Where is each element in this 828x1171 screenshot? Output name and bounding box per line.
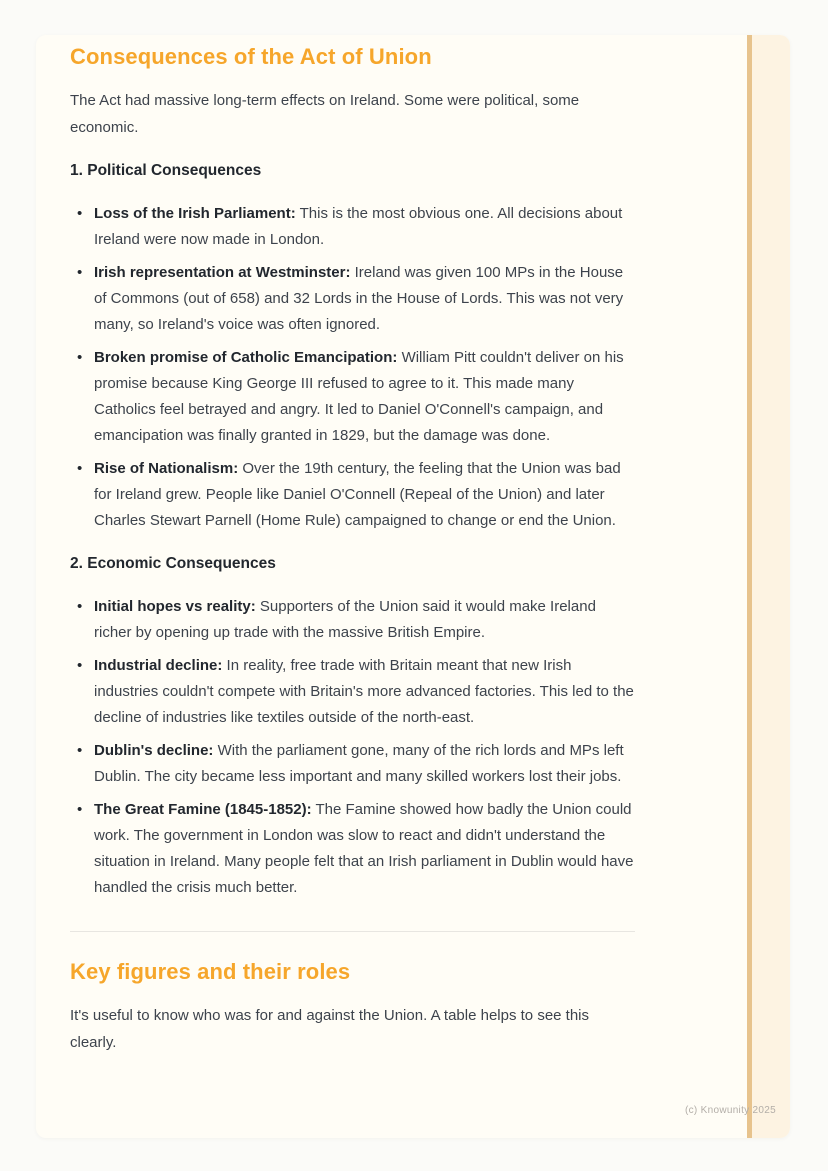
list-item bbox=[70, 738, 635, 790]
bullet-lead: Loss of the Irish Parliament: bbox=[94, 205, 296, 222]
section-title-key-figures: Key figures and their roles bbox=[70, 959, 351, 984]
list-item bbox=[70, 594, 635, 646]
bullet-text: This is the most obvious one. All decisions about Ireland were now made in London. bbox=[94, 205, 623, 248]
bullet-text: In reality, free trade with Britain meant that new Irish industries couldn't compete with Britain's more advanced factories. This led to the decline of industries like textiles outside of the north-east. bbox=[94, 657, 634, 726]
list-item bbox=[70, 456, 635, 534]
document-page-card bbox=[36, 35, 790, 1138]
intro-paragraph: The Act had massive long-term effects on Ireland. Some were political, some economic. bbox=[70, 92, 580, 136]
bullet-text: With the parliament gone, many of the rich lords and MPs left Dublin. The city became less important and many skilled workers lost their jobs. bbox=[94, 742, 624, 785]
political-consequences-list bbox=[70, 201, 635, 534]
bullet-lead: The Great Famine (1845-1852): bbox=[94, 801, 312, 818]
bullet-lead: Irish representation at Westminster: bbox=[94, 264, 351, 281]
bullet-lead: Industrial decline: bbox=[94, 657, 223, 674]
section-divider bbox=[70, 931, 635, 932]
bullet-text: Supporters of the Union said it would make Ireland richer by opening up trade with the massive British Empire. bbox=[94, 598, 596, 641]
side-accent-bar bbox=[747, 35, 790, 1138]
copyright-watermark: (c) Knowunity 2025 bbox=[684, 1105, 776, 1116]
list-item bbox=[70, 260, 635, 338]
subsection-heading-economic: 2. Economic Consequences bbox=[70, 555, 276, 572]
list-item bbox=[70, 797, 635, 901]
bullet-lead: Rise of Nationalism: bbox=[94, 460, 239, 477]
subsection-heading-political: 1. Political Consequences bbox=[70, 162, 262, 179]
page-title: Consequences of the Act of Union bbox=[70, 44, 432, 69]
document-content bbox=[36, 35, 635, 1056]
bullet-text: The Famine showed how badly the Union could work. The government in London was slow to react and didn't understand the situation in Ireland. Many people felt that an Irish parliament in Dublin would have handled the crisis much better. bbox=[94, 801, 634, 896]
bullet-lead: Dublin's decline: bbox=[94, 742, 214, 759]
list-item bbox=[70, 653, 635, 731]
list-item bbox=[70, 345, 635, 449]
list-item bbox=[70, 201, 635, 253]
bullet-lead: Broken promise of Catholic Emancipation: bbox=[94, 349, 398, 366]
bullet-text: William Pitt couldn't deliver on his promise because King George III refused to agree to it. This made many Catholics feel betrayed and angry. It led to Daniel O'Connell's campaign, and emancipation was finally granted in 1829, but the damage was done. bbox=[94, 349, 624, 444]
economic-consequences-list bbox=[70, 594, 635, 901]
bullet-text: Over the 19th century, the feeling that the Union was bad for Ireland grew. People like Daniel O'Connell (Repeal of the Union) and later Charles Stewart Parnell (Home Rule) campaigned to change or end the Union. bbox=[94, 460, 621, 529]
bullet-text: Ireland was given 100 MPs in the House of Commons (out of 658) and 32 Lords in the House of Lords. This was not very many, so Ireland's voice was often ignored. bbox=[94, 264, 624, 333]
bullet-lead: Initial hopes vs reality: bbox=[94, 598, 256, 615]
key-figures-intro-paragraph: It's useful to know who was for and against the Union. A table helps to see this clearly. bbox=[70, 1007, 590, 1051]
